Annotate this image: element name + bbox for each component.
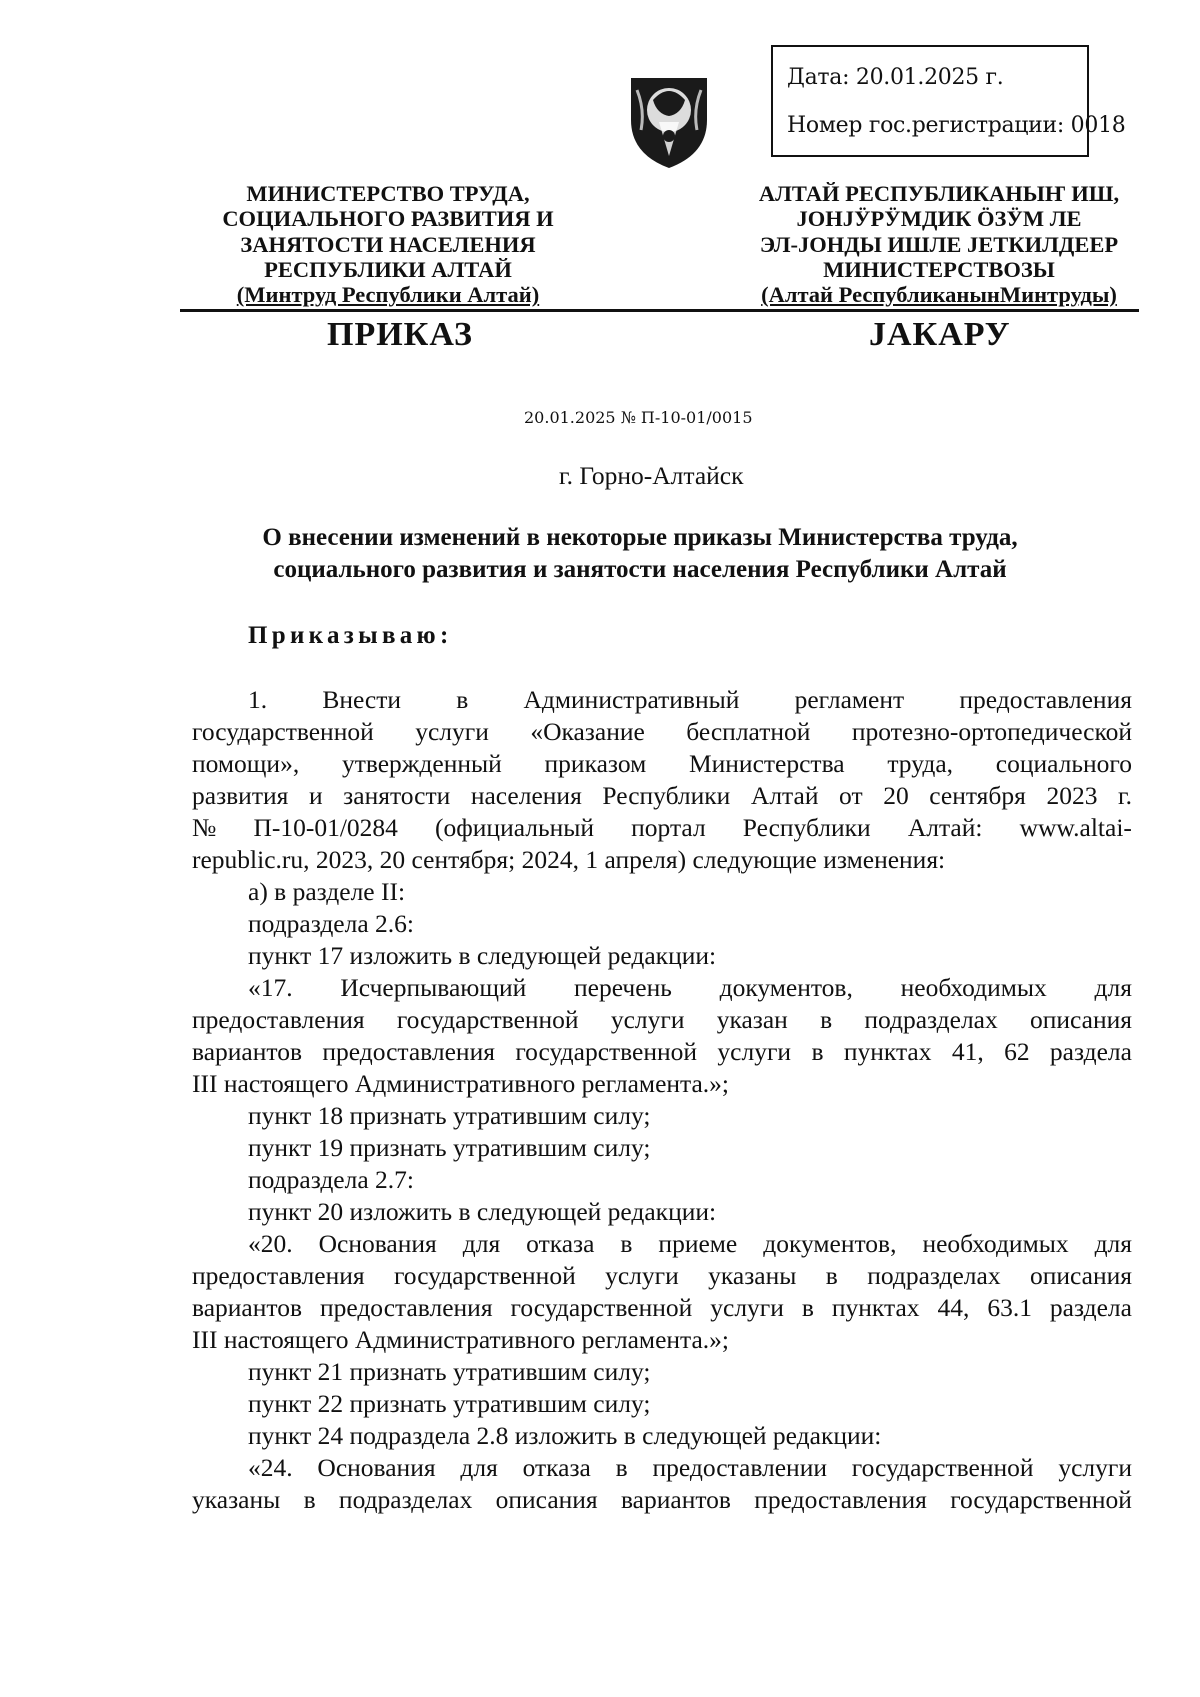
body-line	[192, 1292, 1132, 1324]
body-line: III настоящего Административного регламента.»;	[192, 1069, 730, 1098]
body-word: Основания	[317, 1453, 436, 1482]
body-word: необходимых	[900, 973, 1047, 1002]
body-line	[192, 1260, 1132, 1292]
body-word: портал	[631, 813, 706, 842]
ministry-ru-short-name: (Минтруд Республики Алтай)	[236, 282, 540, 308]
body-line: а) в разделе II:	[248, 877, 406, 906]
body-word: услуги	[1058, 1453, 1132, 1482]
body-line: republic.ru, 2023, 20 сентября; 2024, 1 апреля) следующие изменения:	[192, 845, 946, 874]
body-word: «24.	[248, 1453, 293, 1482]
ministry-ru-line: РЕСПУБЛИКИ АЛТАЙ	[264, 256, 512, 282]
body-word: Внести	[322, 685, 402, 714]
body-line	[192, 972, 1132, 1004]
body-word: регламент	[794, 685, 905, 714]
body-word: государственной	[510, 1293, 693, 1322]
document-title	[160, 522, 1120, 586]
body-word: в	[303, 1485, 316, 1514]
body-line: III настоящего Административного регламента.»;	[192, 1325, 730, 1354]
body-word: подразделах	[867, 1261, 1001, 1290]
body-word: населения	[470, 781, 582, 810]
body-word: «Оказание	[530, 717, 645, 746]
body-word: г.	[1118, 781, 1132, 810]
body-line: подраздела 2.6:	[248, 909, 414, 938]
body-line	[192, 1004, 1132, 1036]
ministry-header-ru	[212, 181, 564, 307]
body-word: 62	[1004, 1037, 1030, 1066]
body-word: 2023	[1046, 781, 1098, 810]
body-word: отказа	[526, 1229, 595, 1258]
body-word: для	[462, 1229, 501, 1258]
body-word: от	[839, 781, 863, 810]
ministry-alt-line: АЛТАЙ РЕСПУБЛИКАНЫҤ ИШ,	[758, 181, 1120, 206]
body-word: 41,	[951, 1037, 984, 1066]
body-word: услуги	[710, 1293, 784, 1322]
body-word: предоставления	[192, 1005, 365, 1034]
body-line	[192, 1228, 1132, 1260]
registration-number: Номер гос.регистрации: 0018	[787, 113, 1126, 138]
body-word: документов,	[719, 973, 853, 1002]
body-word: П-10-01/0284	[253, 813, 398, 842]
registration-stamp	[771, 45, 1126, 157]
body-word: (официальный	[435, 813, 595, 842]
doc-type-ru: ПРИКАЗ	[327, 316, 473, 353]
ministry-alt-line: ЭЛ-ЈОНДЫ ИШЛЕ ЈЕТКИЛДЕЕР	[759, 231, 1119, 257]
body-word: указаны	[192, 1485, 281, 1514]
body-word: предоставления	[192, 1261, 365, 1290]
body-word: указан	[716, 1005, 788, 1034]
body-word: в	[811, 1037, 824, 1066]
document-title-line: социального развития и занятости населения Республики Алтай	[273, 556, 1007, 583]
body-word: вариантов	[620, 1485, 731, 1514]
body-word: предоставления	[319, 1293, 493, 1322]
body-word: для	[1094, 1229, 1132, 1258]
body-word: занятости	[343, 781, 451, 810]
body-word: Алтай	[750, 781, 819, 810]
body-word: предоставлении	[652, 1453, 827, 1482]
body-line: подраздела 2.7:	[248, 1165, 414, 1194]
body-word: описания	[1029, 1005, 1132, 1034]
body-word: 20	[883, 781, 909, 810]
body-word: приказом	[544, 749, 647, 778]
body-line: пункт 17 изложить в следующей редакции:	[248, 941, 717, 970]
body-word: социального	[995, 749, 1132, 778]
city: г. Горно-Алтайск	[559, 461, 744, 490]
body-word: и	[308, 781, 323, 810]
document-title-line: О внесении изменений в некоторые приказы Министерства труда,	[262, 524, 1018, 551]
body-word: для	[1094, 973, 1132, 1002]
body-word: государственной	[851, 1453, 1034, 1482]
body-word: услуги	[415, 717, 489, 746]
body-word: описания	[1029, 1261, 1132, 1290]
body-line: пункт 20 изложить в следующей редакции:	[248, 1197, 717, 1226]
body-line: пункт 24 подраздела 2.8 изложить в следующей редакции:	[248, 1421, 882, 1450]
body-word: перечень	[574, 973, 672, 1002]
body-word: в	[456, 685, 469, 714]
ministry-header-alt	[741, 181, 1137, 307]
ministry-ru-line: МИНИСТЕРСТВО ТРУДА,	[246, 181, 530, 206]
body-line: пункт 19 признать утратившим силу;	[248, 1133, 651, 1162]
order-date-number: 20.01.2025 № П-10-01/0015	[524, 408, 753, 427]
header-rule	[180, 309, 1139, 312]
body-word: в	[620, 1229, 633, 1258]
body-word: государственной	[393, 1261, 576, 1290]
registration-date: Дата: 20.01.2025 г.	[787, 65, 1004, 90]
body-word: в	[801, 1293, 814, 1322]
ministry-ru-line: ЗАНЯТОСТИ НАСЕЛЕНИЯ	[240, 231, 536, 257]
body-word: 1.	[248, 685, 268, 714]
body-word: пунктах	[831, 1293, 920, 1322]
body-word: вариантов	[192, 1037, 302, 1066]
body-word: Основания	[318, 1229, 437, 1258]
body-line: пункт 21 признать утратившим силу;	[248, 1357, 651, 1386]
doc-type-alt: ЈАКАРУ	[869, 316, 1011, 353]
body-word: развития	[192, 781, 289, 810]
body-word: предоставления	[959, 685, 1132, 714]
body-word: государственной	[515, 1037, 698, 1066]
ministry-alt-line: ЈОНЈӰРӰМДИК ӦЗӰМ ЛЕ	[796, 206, 1082, 232]
body-line: пункт 18 признать утратившим силу;	[248, 1101, 651, 1130]
body-word: отказа	[522, 1453, 591, 1482]
body-word: в	[615, 1453, 628, 1482]
body-word: услуги	[610, 1005, 685, 1034]
body-word: государственной	[950, 1485, 1132, 1514]
body-word: услуги	[717, 1037, 792, 1066]
body-word: Исчерпывающий	[340, 973, 527, 1002]
body-word: для	[460, 1453, 498, 1482]
body-line	[192, 812, 1132, 844]
body-word: подразделах	[338, 1485, 473, 1514]
body-word: подразделах	[864, 1005, 998, 1034]
body-word: Министерства	[688, 749, 845, 778]
body-word: необходимых	[922, 1229, 1069, 1258]
body-word: №	[192, 813, 217, 842]
ministry-ru-line: СОЦИАЛЬНОГО РАЗВИТИЯ И	[222, 206, 554, 232]
body-line	[192, 684, 1132, 716]
body-word: сентября	[929, 781, 1026, 810]
coat-of-arms-icon	[623, 70, 715, 170]
body-word: в	[820, 1005, 833, 1034]
body-word: описания	[495, 1485, 598, 1514]
body-line	[192, 1484, 1132, 1516]
body-line	[192, 716, 1132, 748]
body-word: предоставления	[322, 1037, 495, 1066]
body-word: услуги	[605, 1261, 679, 1290]
order-word: Приказываю:	[248, 622, 453, 649]
body-word: утвержденный	[341, 749, 502, 778]
body-line	[192, 1036, 1132, 1068]
body-word: раздела	[1049, 1293, 1132, 1322]
body-word: государственной	[192, 717, 374, 746]
body-word: протезно-ортопедической	[851, 717, 1132, 746]
body-word: раздела	[1049, 1037, 1132, 1066]
body-line	[192, 780, 1132, 812]
body-word: «20.	[248, 1229, 293, 1258]
body-line	[192, 1452, 1132, 1484]
body-word: Административный	[523, 685, 740, 714]
body-word: предоставления	[754, 1485, 927, 1514]
body-word: вариантов	[192, 1293, 302, 1322]
body-word: 44,	[937, 1293, 970, 1322]
body-word: помощи»,	[192, 749, 300, 778]
body-word: документов,	[763, 1229, 897, 1258]
body-word: «17.	[248, 973, 293, 1002]
body-word: www.altai-	[1019, 813, 1132, 842]
body-line	[192, 748, 1132, 780]
body-word: бесплатной	[686, 717, 811, 746]
body-word: в	[825, 1261, 838, 1290]
body-line: пункт 22 признать утратившим силу;	[248, 1389, 651, 1418]
body-word: 63.1	[987, 1293, 1032, 1322]
body-word: приеме	[658, 1229, 738, 1258]
body-word: Алтай:	[907, 813, 983, 842]
body-word: Республики	[742, 813, 871, 842]
body-word: указаны	[708, 1261, 797, 1290]
body-word: труда,	[887, 749, 954, 778]
body-word: пунктах	[843, 1037, 932, 1066]
ministry-alt-line: МИНИСТЕРСТВОЗЫ	[823, 256, 1055, 282]
ministry-alt-short-name: (Алтай РеспубликанынМинтруды)	[761, 282, 1117, 308]
body-word: Республики	[602, 781, 731, 810]
body-word: государственной	[396, 1005, 579, 1034]
